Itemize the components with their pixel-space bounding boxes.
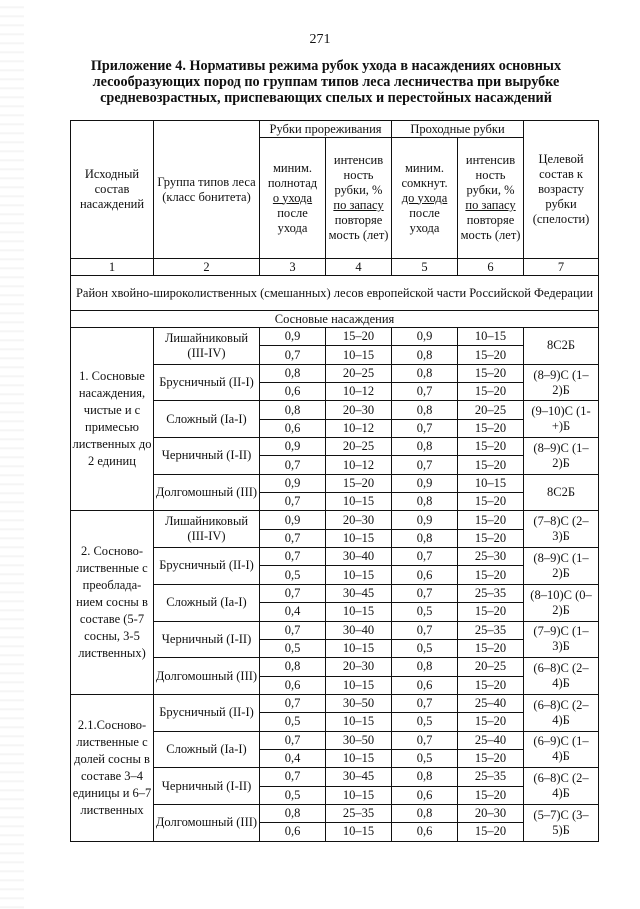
forest-type-cell: Сложный (Ia-I)	[154, 584, 260, 621]
value-cell: 0,7	[260, 529, 326, 547]
value-cell: 0,6	[392, 823, 458, 841]
column-number: 4	[326, 259, 392, 276]
forest-type-cell: Черничный (I-II)	[154, 621, 260, 658]
value-cell: 0,8	[392, 658, 458, 676]
value-cell: 20–30	[326, 658, 392, 676]
header-col-min-density: миним. полнотад о ухода после ухода	[260, 138, 326, 259]
value-cell: 0,7	[260, 493, 326, 511]
value-cell: 10–12	[326, 456, 392, 474]
value-cell: 15–20	[458, 749, 524, 767]
value-cell: 15–20	[458, 364, 524, 382]
value-cell: 30–45	[326, 584, 392, 602]
header-col-intensity-passage: интенсив ность рубки, % по запасу повторяе мость (лет)	[458, 138, 524, 259]
value-cell: 10–15	[326, 639, 392, 657]
value-cell: 0,9	[392, 328, 458, 346]
table-row	[71, 328, 599, 346]
value-cell: 0,8	[392, 346, 458, 364]
value-cell: 30–45	[326, 768, 392, 786]
composition-cell: 2.1.Сосново-лиственные с долей сосны в составе 3–4 единицы и 6–7 лиственных	[71, 694, 154, 841]
value-cell: 0,9	[260, 474, 326, 492]
value-cell: 15–20	[458, 511, 524, 529]
value-cell: 0,8	[260, 364, 326, 382]
target-composition-cell: 8С2Б	[524, 328, 599, 365]
value-cell: 0,5	[392, 713, 458, 731]
value-cell: 0,7	[392, 456, 458, 474]
forest-type-cell: Брусничный (II-I)	[154, 694, 260, 731]
column-number: 3	[260, 259, 326, 276]
value-cell: 25–35	[458, 621, 524, 639]
header-col-target: Целевой состав к возрасту рубки (спелости)	[524, 121, 599, 259]
value-cell: 0,8	[392, 804, 458, 822]
value-cell: 10–12	[326, 383, 392, 401]
value-cell: 0,4	[260, 603, 326, 621]
value-cell: 0,6	[260, 676, 326, 694]
value-cell: 20–25	[458, 658, 524, 676]
value-cell: 10–15	[458, 328, 524, 346]
value-cell: 15–20	[458, 419, 524, 437]
header-col-min-closure: миним. сомкнут. до ухода после ухода	[392, 138, 458, 259]
header-group-passage: Проходные рубки	[392, 121, 524, 138]
value-cell: 0,5	[260, 566, 326, 584]
value-cell: 0,6	[392, 676, 458, 694]
value-cell: 0,7	[260, 548, 326, 566]
forest-type-cell: Сложный (Ia-I)	[154, 731, 260, 768]
value-cell: 0,8	[260, 658, 326, 676]
value-cell: 0,7	[260, 456, 326, 474]
column-number: 2	[154, 259, 260, 276]
value-cell: 20–30	[326, 401, 392, 419]
target-composition-cell: (8–9)С (1–2)Б	[524, 438, 599, 475]
value-cell: 0,7	[260, 694, 326, 712]
value-cell: 25–35	[458, 584, 524, 602]
value-cell: 0,7	[392, 419, 458, 437]
value-cell: 0,7	[260, 621, 326, 639]
value-cell: 15–20	[458, 786, 524, 804]
value-cell: 15–20	[458, 383, 524, 401]
value-cell: 10–15	[326, 786, 392, 804]
table-row	[71, 694, 599, 712]
forest-type-cell: Черничный (I-II)	[154, 438, 260, 475]
header-col-forest-type: Группа типов леса (класс бонитета)	[154, 121, 260, 259]
value-cell: 10–15	[326, 603, 392, 621]
value-cell: 0,8	[392, 493, 458, 511]
value-cell: 0,6	[392, 786, 458, 804]
forest-type-cell: Долгомошный (III)	[154, 474, 260, 511]
composition-cell: 2. Сосново-лиственные с преоблада-нием сосны в составе (5-7 сосны, 3-5 лиственных)	[71, 511, 154, 694]
value-cell: 20–25	[458, 401, 524, 419]
value-cell: 0,7	[260, 346, 326, 364]
target-composition-cell: 8С2Б	[524, 474, 599, 511]
value-cell: 0,7	[392, 731, 458, 749]
value-cell: 10–15	[326, 676, 392, 694]
forest-type-cell: Черничный (I-II)	[154, 768, 260, 805]
value-cell: 0,8	[392, 768, 458, 786]
header-col-composition: Исходный состав насаждений	[71, 121, 154, 259]
value-cell: 15–20	[458, 603, 524, 621]
target-composition-cell: (8–10)С (0–2)Б	[524, 584, 599, 621]
value-cell: 0,5	[392, 603, 458, 621]
value-cell: 0,9	[260, 438, 326, 456]
header-group-thinning: Рубки прореживания	[260, 121, 392, 138]
value-cell: 25–35	[326, 804, 392, 822]
value-cell: 0,8	[392, 364, 458, 382]
column-number: 7	[524, 259, 599, 276]
table-row	[71, 511, 599, 529]
value-cell: 10–15	[326, 713, 392, 731]
value-cell: 15–20	[458, 676, 524, 694]
value-cell: 30–50	[326, 731, 392, 749]
value-cell: 0,8	[260, 804, 326, 822]
value-cell: 20–30	[458, 804, 524, 822]
column-number-row	[71, 259, 599, 276]
value-cell: 15–20	[458, 493, 524, 511]
forest-type-cell: Долгомошный (III)	[154, 804, 260, 841]
norms-table	[70, 120, 599, 842]
value-cell: 0,8	[392, 438, 458, 456]
column-number: 6	[458, 259, 524, 276]
composition-cell: 1. Сосновые насаждения, чистые и с примесью лиственных до 2 единиц	[71, 328, 154, 511]
column-number: 5	[392, 259, 458, 276]
value-cell: 25–30	[458, 548, 524, 566]
region-heading: Район хвойно-широколиственных (смешанных) лесов европейской части Российской Федерации	[71, 276, 599, 311]
value-cell: 25–40	[458, 694, 524, 712]
value-cell: 20–25	[326, 438, 392, 456]
scan-edge-noise	[0, 0, 24, 909]
value-cell: 0,6	[392, 566, 458, 584]
column-number: 1	[71, 259, 154, 276]
value-cell: 10–15	[326, 749, 392, 767]
target-composition-cell: (5–7)С (3–5)Б	[524, 804, 599, 841]
value-cell: 10–15	[326, 823, 392, 841]
value-cell: 10–15	[326, 566, 392, 584]
page-number: 271	[309, 32, 331, 47]
value-cell: 0,7	[392, 383, 458, 401]
table-body	[71, 328, 599, 842]
value-cell: 15–20	[326, 474, 392, 492]
value-cell: 10–15	[326, 493, 392, 511]
value-cell: 0,9	[260, 511, 326, 529]
target-composition-cell: (8–9)С (1–2)Б	[524, 364, 599, 401]
subsection-heading: Сосновые насаждения	[71, 311, 599, 328]
value-cell: 20–25	[326, 364, 392, 382]
target-composition-cell: (6–8)С (2–4)Б	[524, 694, 599, 731]
value-cell: 15–20	[458, 438, 524, 456]
value-cell: 0,9	[392, 511, 458, 529]
value-cell: 15–20	[458, 529, 524, 547]
value-cell: 0,7	[392, 694, 458, 712]
value-cell: 15–20	[458, 456, 524, 474]
appendix-title: Приложение 4. Нормативы режима рубок ухода в насаждениях основных лесообразующих пород по группам типов леса лесничества при вырубке средневозрастных, приспевающих спелых и перестойных насаждений	[90, 58, 562, 106]
value-cell: 0,9	[260, 328, 326, 346]
forest-type-cell: Сложный (Ia-I)	[154, 401, 260, 438]
value-cell: 0,5	[392, 639, 458, 657]
value-cell: 0,5	[260, 639, 326, 657]
value-cell: 10–12	[326, 419, 392, 437]
target-composition-cell: (6–8)С (2–4)Б	[524, 658, 599, 695]
target-composition-cell: (6–8)С (2–4)Б	[524, 768, 599, 805]
value-cell: 0,9	[392, 474, 458, 492]
value-cell: 0,4	[260, 749, 326, 767]
value-cell: 0,7	[392, 621, 458, 639]
value-cell: 25–40	[458, 731, 524, 749]
value-cell: 0,7	[260, 584, 326, 602]
value-cell: 30–40	[326, 621, 392, 639]
value-cell: 10–15	[326, 529, 392, 547]
forest-type-cell: Долгомошный (III)	[154, 658, 260, 695]
target-composition-cell: (7–9)С (1–3)Б	[524, 621, 599, 658]
target-composition-cell: (8–9)С (1–2)Б	[524, 548, 599, 585]
target-composition-cell: (6–9)С (1–4)Б	[524, 731, 599, 768]
value-cell: 30–50	[326, 694, 392, 712]
value-cell: 0,6	[260, 823, 326, 841]
value-cell: 0,6	[260, 419, 326, 437]
value-cell: 0,5	[392, 749, 458, 767]
forest-type-cell: Брусничный (II-I)	[154, 548, 260, 585]
value-cell: 15–20	[458, 639, 524, 657]
value-cell: 0,7	[392, 548, 458, 566]
value-cell: 15–20	[326, 328, 392, 346]
value-cell: 0,7	[260, 768, 326, 786]
value-cell: 30–40	[326, 548, 392, 566]
value-cell: 20–30	[326, 511, 392, 529]
value-cell: 0,8	[392, 401, 458, 419]
forest-type-cell: Лишайниковый (III-IV)	[154, 511, 260, 548]
value-cell: 15–20	[458, 346, 524, 364]
value-cell: 0,5	[260, 786, 326, 804]
value-cell: 0,8	[392, 529, 458, 547]
target-composition-cell: (7–8)С (2–3)Б	[524, 511, 599, 548]
target-composition-cell: (9–10)С (1-+)Б	[524, 401, 599, 438]
value-cell: 0,6	[260, 383, 326, 401]
value-cell: 15–20	[458, 823, 524, 841]
value-cell: 0,5	[260, 713, 326, 731]
value-cell: 10–15	[458, 474, 524, 492]
value-cell: 15–20	[458, 713, 524, 731]
forest-type-cell: Лишайниковый (III-IV)	[154, 328, 260, 365]
value-cell: 15–20	[458, 566, 524, 584]
forest-type-cell: Брусничный (II-I)	[154, 364, 260, 401]
value-cell: 0,7	[260, 731, 326, 749]
header-col-intensity-thinning: интенсив ность рубки, % по запасу повторяе мость (лет)	[326, 138, 392, 259]
value-cell: 25–35	[458, 768, 524, 786]
value-cell: 0,7	[392, 584, 458, 602]
value-cell: 0,8	[260, 401, 326, 419]
value-cell: 10–15	[326, 346, 392, 364]
